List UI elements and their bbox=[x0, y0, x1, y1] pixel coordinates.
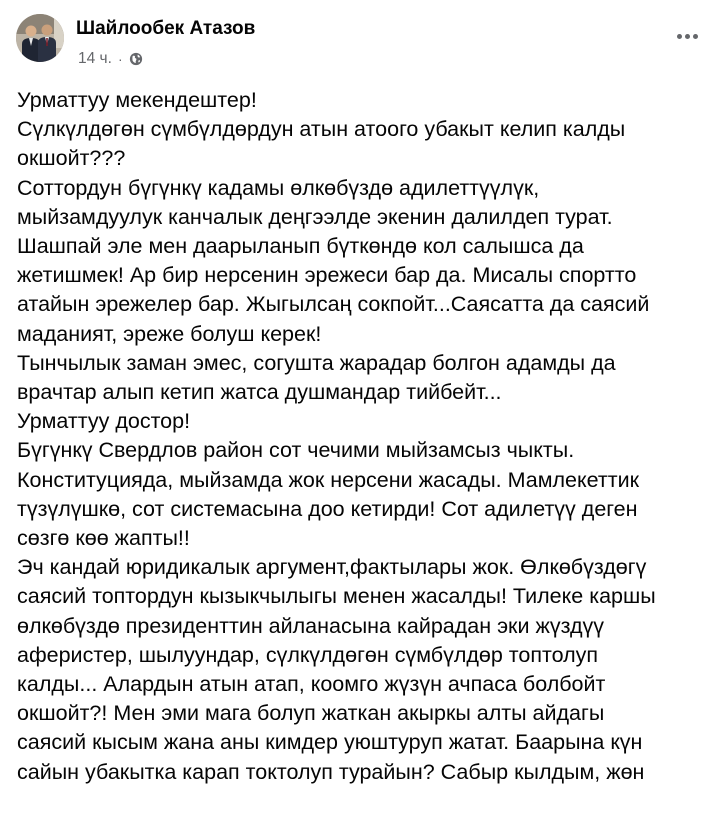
post-text-line: Сүлкүлдөгөн сүмбүлдөрдун атын атоого убакыт келип калды bbox=[17, 117, 626, 142]
post-meta bbox=[78, 50, 143, 68]
post-header bbox=[16, 14, 701, 74]
post-text-line: түзүлүшкө, сот системасына доо кетирди! Сот адилетүү деген bbox=[17, 496, 638, 521]
more-options-icon-dot bbox=[677, 34, 682, 39]
post-text-line: окшойт?! Мен эми мага болуп жаткан акыркы алты айдагы bbox=[17, 701, 605, 726]
post-text-line: атайын эрежелер бар. Жыгылсаң сокпойт...Саясатта да саясий bbox=[17, 292, 650, 317]
post-text-line: Конституцияда, мыйзамда жок нерсени жасады. Мамлекеттик bbox=[17, 467, 639, 492]
post-text-line: жетишмек! Ар бир нерсенин эрежеси бар да. Мисалы спортто bbox=[17, 263, 637, 288]
avatar-photo-icon bbox=[16, 14, 64, 62]
post-text-line: Эч кандай юридикалык аргумент,фактылары жок. Өлкөбүздөгү bbox=[17, 555, 647, 580]
more-options-button[interactable] bbox=[673, 24, 701, 48]
post-text-line: Урматтуу мекендештер! bbox=[17, 88, 257, 112]
post-text-line: өлкөбүздө президенттин айланасына кайрадан эки жүздүү bbox=[17, 613, 605, 638]
post-text-line: Соттордун бүгүнкү кадамы өлкөбүздө адилеттүүлүк, bbox=[17, 175, 540, 200]
post-body-text bbox=[17, 86, 707, 787]
more-options-icon-dot bbox=[693, 34, 698, 39]
post-text-line: Тынчылык заман эмес, согушта жарадар болгон адамды да bbox=[17, 350, 616, 375]
post-text-line: сайын убакытка карап токтолуп турайын? Сабыр кылдым, жөн bbox=[17, 759, 645, 784]
post-text-line: саясий кысым жана аны кимдер уюштуруп жатат. Баарына күн bbox=[17, 730, 643, 755]
post-text-line: маданият, эреже болуш керек! bbox=[17, 321, 322, 346]
post-text-line: Бүгүнкү Свердлов район сот чечими мыйзамсыз чыкты. bbox=[17, 438, 575, 463]
post-text-line: Шашпай эле мен даарыланып бүткөндө кол салышса да bbox=[17, 234, 584, 259]
more-options-icon-dot bbox=[685, 34, 690, 39]
post-text-line: окшойт??? bbox=[17, 146, 126, 171]
post-time[interactable]: 14 ч. bbox=[78, 50, 112, 67]
post-text-line: саясий топтордун кызыкчылыгы менен жасалды! Тилеке каршы bbox=[17, 584, 656, 609]
meta-separator: · bbox=[117, 51, 123, 67]
post-text-line: Урматтуу достор! bbox=[17, 409, 191, 434]
post-text-line: врачтар алып кетип жатса душмандар тийбейт... bbox=[17, 380, 502, 405]
post-text-line: калды... Алардын атын атап, коомго жүзүн ачпаса болбойт bbox=[17, 672, 606, 697]
avatar[interactable] bbox=[16, 14, 64, 62]
globe-icon bbox=[129, 52, 143, 66]
post-text-line: мыйзамдуулук канчалык деңгээлде экенин далилдеп турат. bbox=[17, 204, 613, 229]
post-text-line: сөзгө көө жапты!! bbox=[17, 526, 190, 551]
post-text-line: аферистер, шылуундар, сүлкүлдөгөн сүмбүлдөр топтолуп bbox=[17, 642, 599, 667]
author-name[interactable]: Шайлообек Атазов bbox=[76, 18, 256, 39]
